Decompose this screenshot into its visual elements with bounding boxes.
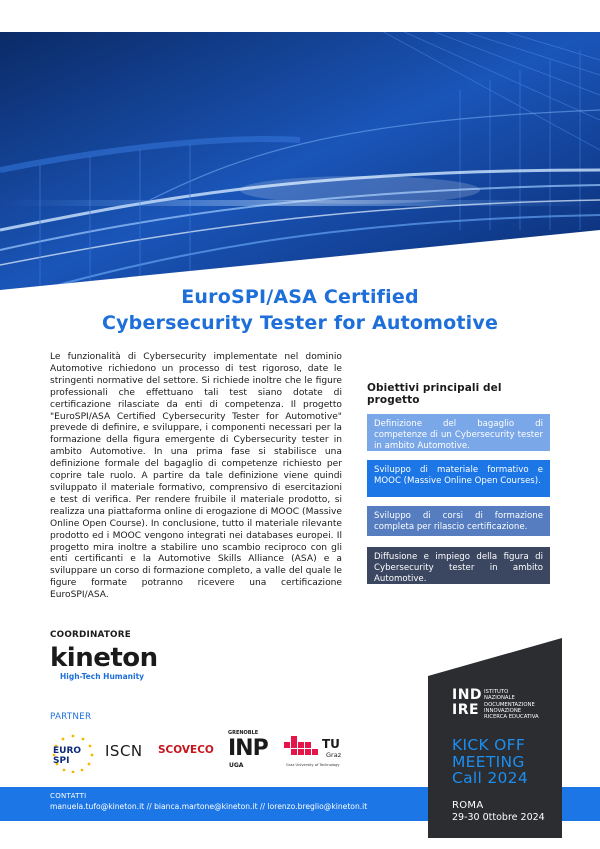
objective-item-3: Sviluppo di corsi di formazione completa per rilascio certificazione. [367, 506, 550, 536]
objective-item-4: Diffusione e impiego della figura di Cybersecurity tester in ambito Automotive. [367, 547, 550, 584]
kineton-logo [50, 644, 160, 684]
partner-label: PARTNER [50, 712, 92, 722]
objective-item-1: Definizione del bagaglio di competenze di un Cybersecurity tester in ambito Automotive. [367, 414, 550, 451]
page-title [0, 284, 600, 336]
kickoff-line-3: Call 2024 [452, 769, 529, 787]
graz-wordmark: Graz [326, 751, 342, 759]
kineton-wordmark: kineton [50, 643, 158, 673]
contacts-emails: manuela.tufo@kineton.it // bianca.martone@kineton.it // lorenzo.breglio@kineton.it [50, 802, 368, 811]
objectives-panel [367, 382, 550, 593]
title-line-2: Cybersecurity Tester for Automotive [101, 312, 499, 334]
grenoble-inp-logo [228, 730, 273, 774]
event-date: 29-30 0ttobre 2024 [452, 812, 545, 823]
hero-banner [0, 0, 600, 290]
tu-wordmark: TU [322, 737, 340, 751]
indire-line-4: INNOVAZIONE [484, 707, 522, 714]
tu-graz-subtitle: Graz University of Technology [286, 763, 340, 767]
inp-top-text: GRENOBLE [228, 730, 259, 736]
kickoff-line-2: MEETING [452, 752, 525, 771]
scoveco-logo: SCOVECO [158, 744, 214, 756]
iscn-logo: ISCN [105, 742, 143, 760]
eurospi-logo [50, 733, 96, 773]
hero-image [0, 0, 600, 290]
objective-item-2: Sviluppo di materiale formativo e MOOC (Massive Online Open Courses). [367, 460, 550, 497]
indire-logo [452, 688, 552, 724]
title-line-1: EuroSPI/ASA Certified [181, 286, 419, 308]
kickoff-line-1: KICK OFF [452, 736, 526, 754]
indire-line-5: RICERCA EDUCATIVA [484, 714, 539, 721]
indire-subtitle [484, 689, 539, 720]
event-city: ROMA [452, 800, 484, 811]
inp-bottom-text: UGA [229, 762, 244, 769]
partner-logos [50, 728, 350, 774]
eurospi-wordmark: EURO SPI [53, 746, 82, 766]
project-description: Le funzionalità di Cybersecurity implementate nel dominio Automotive richiedono un processo di test rigoroso, date le stringenti normative del settore. Si richiede inoltre che le figure professionali che effettuano tali test siano dotate di certificazione rilasciate da enti di competenza. Il progetto "EuroSPI/ASA Certified Cybersecurity Tester for Automotive" prevede di definire, e sviluppare, i componenti necessari per la formazione della figura emergente di Cybersecurity tester in ambito Automotive. In una prima fase si stabilisce una definizione formale del bagaglio di competenze richiesto per coprire tale ruolo. A partire da tale definizione viene quindi sviluppato il materiale formativo, comprensivo di esercitazioni e test di verifica. Per rendere fruibile il materiale prodotto, si realizza una piattaforma online di erogazione di MOOC (Massive Online Open Course). In conclusione, tutto il materiale rilevante prodotto ed i MOOC vengono integrati nei databases europei. Il progetto mira inoltre a stabilire uno scambio reciproco con gli enti certificanti e la Automotive Skills Alliance (ASA) e a sviluppare un corso di formazione completo, a valle del quale le figure formate potranno ricevere una certificazione EuroSPI/ASA. [50, 352, 342, 601]
kickoff-title [452, 737, 528, 787]
indire-line-2: NAZIONALE [484, 695, 515, 702]
indire-ind: IND [452, 687, 483, 703]
coordinator-label: COORDINATORE [50, 630, 131, 640]
kineton-tagline: High-Tech Humanity [60, 672, 145, 681]
tu-graz-logo [284, 736, 354, 774]
tu-graz-squares-icon [284, 736, 320, 762]
inp-main-text: INP [228, 736, 268, 761]
indire-ire: IRE [452, 702, 480, 718]
indire-line-3: DOCUMENTAZIONE [484, 701, 535, 708]
indire-line-1: ISTITUTO [484, 689, 509, 695]
objectives-title: Obiettivi principali del progetto [367, 382, 502, 406]
contacts-label: CONTATTI [50, 792, 87, 800]
